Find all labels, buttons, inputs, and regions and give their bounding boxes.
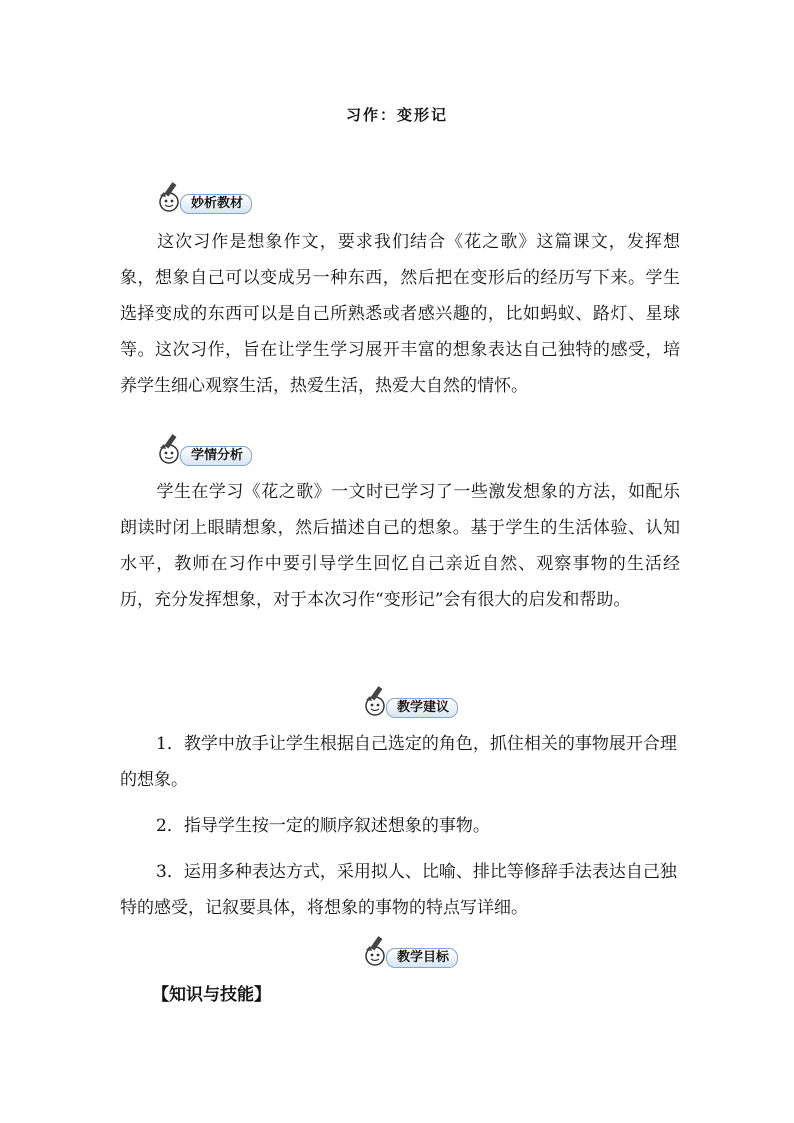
suggestion-text: 2．指导学生按一定的顺序叙述想象的事物。: [156, 816, 490, 836]
suggestion-item-3: [120, 854, 680, 926]
suggestion-item-2: [120, 808, 680, 844]
analysis-paragraph: [120, 224, 680, 404]
subheading-knowledge-skills: 【知识与技能】: [152, 985, 271, 1005]
section-badge-learners: [154, 432, 244, 466]
badge-label: 妙析教材: [180, 194, 252, 214]
analysis-text: 这次习作是想象作文，要求我们结合《花之歌》这篇课文，发挥想象，想象自己可以变成另一种东西，然后把在变形后的经历写下来。学生选择变成的东西可以是自己所熟悉或者感兴趣的，比如蚂蚁、路灯、星球等。这次习作，旨在让学生学习展开丰富的想象表达自己独特的感受，培养学生细心观察生活，热爱生活，热爱大自然的情怀。: [120, 232, 680, 396]
badge-label: 学情分析: [180, 446, 252, 466]
suggestion-text: 1．教学中放手让学生根据自己选定的角色，抓住相关的事物展开合理的想象。: [120, 734, 677, 790]
page-title: 习作：变形记: [345, 106, 448, 124]
learners-paragraph: [120, 474, 680, 618]
section-badge-suggestions: [360, 684, 450, 718]
badge-label: 教学建议: [386, 698, 458, 718]
section-badge-goals: [360, 934, 450, 968]
badge-label: 教学目标: [386, 948, 458, 968]
suggestion-text: 3．运用多种表达方式，采用拟人、比喻、排比等修辞手法表达自己独特的感受，记叙要具体，将想象的事物的特点写详细。: [120, 862, 677, 918]
learners-text: 学生在学习《花之歌》一文时已学习了一些激发想象的方法，如配乐朗读时闭上眼睛想象，然后描述自己的想象。基于学生的生活体验、认知水平，教师在习作中要引导学生回忆自己亲近自然、观察事物的生活经历，充分发挥想象，对于本次习作“变形记”会有很大的启发和帮助。: [120, 482, 680, 610]
suggestion-item-1: [120, 726, 680, 798]
section-badge-analysis: [154, 180, 244, 214]
